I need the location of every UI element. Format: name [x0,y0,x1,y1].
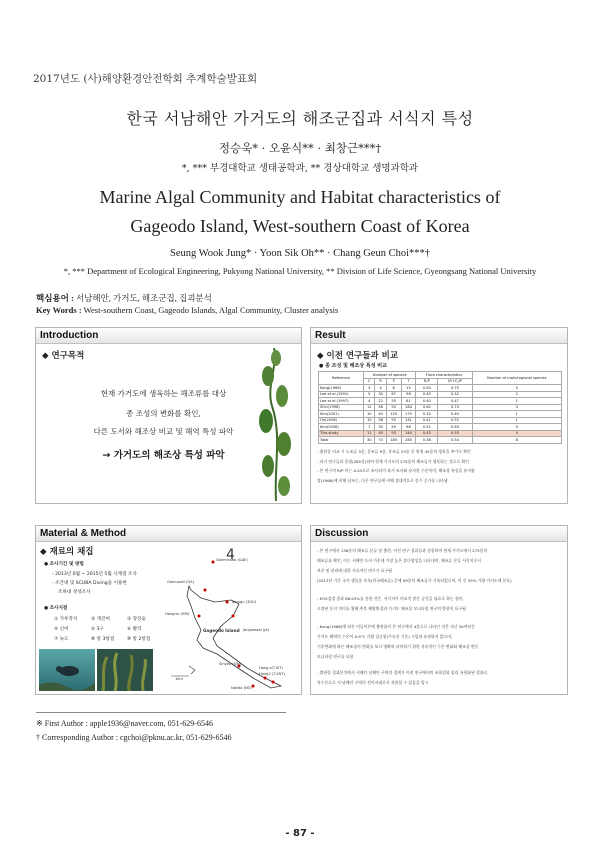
title-english-line1: Marine Algal Community and Habitat characteristics of [99,187,501,207]
discussion-line: (2013년 기준 국가 생물종 목록(한국해조류) 중에 99종의 해조류가 기록되었으며, 이 중 35% 가량 가거도에 분포) [317,578,512,583]
sites-head: ● 조사지점 [44,606,68,611]
site-item: ⑧ 항 3항점 [91,637,115,642]
discussion-body [317,548,565,688]
subheader-t: T [401,378,416,385]
period-method-head: ● 조사기간 및 방법 [44,562,84,567]
result-note: 강(1966)에 비해 남조는, 다른 연구들에 비해 상대적으로 종수 증가를 나타냄. [317,477,449,483]
cell-value: 0 [472,385,561,392]
cell-value: 0.38 [416,437,438,444]
cell-value: 98 [401,391,416,398]
cell-value: 15 [401,385,416,392]
keywords-english [36,305,338,315]
map-label: Hangrin (HRI) [165,612,190,616]
subheader-p: P [386,378,401,385]
site-item: ③ 장강술 [127,617,146,622]
cell-value: 30 [375,424,386,431]
map-label: Sinyeo (SIN) [219,662,242,666]
introduction-line3: 다른 도서와 해조상 비교 및 해역 특성 파악 [93,427,234,436]
discussion-title: Discussion [311,526,567,542]
diver-photo [39,649,95,691]
cell-value: 11 [364,430,375,437]
keywords-english-text: West-southern Coast, Gageodo Islands, Algal Community, Cluster analysis [83,305,339,315]
map-scale: 1km [175,677,183,681]
cell-value: 8 [472,437,561,444]
material-subhead: ◆ 재료의 채집 [40,547,94,557]
cell-value: 0.54 [438,437,472,444]
period-line3: 조하대 정성조사 [58,590,91,595]
cell-value: 0.51 [416,424,438,431]
cell-value: 93 [386,430,401,437]
keywords-english-label: Key Words : [36,305,82,315]
cell-reference: Kim(2008) [319,424,364,431]
cell-value: 40 [375,411,386,418]
result-note: - 과거 연구들과 종합(285종)하여 현재 가거도의 275종의 해조류가 생육하는 것으로 확인 [317,458,469,464]
island-map-outline [161,546,298,692]
cell-value: 22 [375,398,386,405]
cell-value: 285 [401,437,416,444]
cell-value: 164 [401,404,416,411]
conference-header: 2017년도 (사)해양환경안전학회 추계학술발표회 [33,73,258,85]
discussion-line: 기후변화에 따른 해조상의 변화를 보다 명확히 파악하기 위한 지속적인 수온 변화와 해조상 변동 [317,644,479,649]
table-row [319,437,562,444]
map-label: Gamusalli (GA) [167,580,195,584]
cell-value: 38 [375,417,386,424]
cell-value: 4 [375,385,386,392]
cell-value: 125 [386,411,401,418]
introduction-subhead: ◆ 연구목적 [42,351,85,361]
cell-value: 1 [472,417,561,424]
cell-reference: Shin(1998) [319,404,364,411]
introduction-panel [35,327,302,504]
cell-value: 3 [472,404,561,411]
discussion-line: - Kang(1966)에 따른 어류이론에 출현률이 본 연구에서 4종으로 나타난 것은 지난 50여년간 [317,624,475,629]
cell-value: 0 [472,424,561,431]
cell-reference: Kang(1966) [319,385,364,392]
cell-value: 0.41 [416,417,438,424]
result-panel [310,327,568,504]
cell-value: 2 [472,391,561,398]
cell-value: 0.62 [416,404,438,411]
discussion-line: 보존 및 관리에 대한 지속적인 연구가 요구됨 [317,568,393,573]
cell-value: 0.45 [416,391,438,398]
footnote-corresponding-author: † Corresponding Author : cgchoi@pknu.ac.kr, 051-629-6546 [36,733,232,742]
cell-value: 55 [386,398,401,405]
header-main-species: Number of main/regional species [472,372,561,385]
map-label: Hang.s(T.SIT) [259,666,283,670]
cell-value: 141 [401,417,416,424]
map-label: Gaeminseo (GAE) [216,558,248,562]
cell-reference: Oh(2006) [319,417,364,424]
cell-value: 5 [364,391,375,398]
map-label: Hang2 (T.2NT) [259,672,285,676]
cell-value: 96 [401,424,416,431]
result-note: - 출현종 비교 시 녹조류 3종, 갈조류 9종, 홍조류 33종 등 현재 45종의 생육을 추가로 확인 [317,449,471,454]
discussion-line: - EOS검정 결과 86.03%를 통한 것은, 서식지가 비교적 많은 공간을 필요로 하는 점이, [317,596,464,601]
cell-value: 0.74 [438,404,472,411]
cell-reference: Lee et al.(1997) [319,398,364,405]
cell-value: 93 [386,417,401,424]
introduction-line2: 종 조성의 변화를 확인, [126,409,201,418]
result-notes [317,447,565,485]
site-item: ④ 신여 [54,627,69,632]
cell-value: 30 [375,391,386,398]
material-method-panel [35,525,302,695]
site-item: ⑤ 3구 [91,627,104,632]
cell-value: 40 [375,430,386,437]
title-korean: 한국 서남해안 가거도의 해조군집과 서식지 특성 [126,109,474,128]
authors-english: Seung Wook Jung* · Yoon Sik Oh** · Chang Geun Choi***† [169,248,431,259]
introduction-emphasis: → 가거도의 해조상 특성 파악 [102,450,225,461]
header-number-of-species: Number of species [364,372,416,379]
period-line2: - 조간대 및 SCUBA Diving을 이용한 [52,581,127,586]
header-reference: Reference [319,372,364,385]
cell-value: 10 [364,417,375,424]
discussion-line: 특수문으로 서·남해안 구역의 전이지대로서 작용할 수 있음을 암시 [317,680,429,685]
cell-value: 58 [375,404,386,411]
cell-value: 4 [472,430,561,437]
authors-korean: 정승욱* · 오윤식** · 최창근***† [218,141,382,155]
subheader-c: C [364,378,375,385]
cell-value: 0.40 [416,398,438,405]
cell-value: 175 [401,411,416,418]
keywords-korean-text: 서남해안, 가거도, 해조군집, 집괴분석 [75,293,212,303]
cell-value: 3 [364,385,375,392]
cell-value: 10 [364,411,375,418]
cell-value: 1 [472,398,561,405]
cell-value: 70 [375,437,386,444]
cell-value: 1 [472,411,561,418]
result-table-caption: ● 종 조성 및 해조상 특성 비교 [319,363,387,369]
seaweed-photo [97,649,153,691]
site-item: ⑨ 항 2항점 [127,637,151,642]
cell-value: 0.52 [438,391,472,398]
site-item: ⑦ 녹도 [54,637,69,642]
material-method-title: Material & Method [36,526,301,542]
cell-value: 4 [364,398,375,405]
title-english-line2: Gageodo Island, West-southern Coast of Korea [130,216,470,236]
introduction-line1: 현재 가거도에 생육하는 해조류를 대상 [100,389,227,398]
affiliation-english: *, *** Department of Ecological Engineering, Pukyong National University, ** Division of Life Science, Gyeongsang National University [63,266,537,276]
cell-value: 12 [364,404,375,411]
subheader-r: R [375,378,386,385]
affiliation-korean: *, *** 부경대학교 생태공학과, ** 경상대학교 생명과학과 [181,163,419,174]
discussion-panel [310,525,568,695]
discussion-line: 모니터링 연구를 요함 [317,654,354,659]
cell-value: 30 [364,437,375,444]
map-number: 4 [226,547,235,563]
discussion-line: - 출현종 집괴분석에서 서해안 남해안 구역의 경계가 이전 연구에서의 조합결과 달리 유형화된 결과로, [317,670,489,675]
cell-value: 0.75 [438,385,472,392]
seaweed-illustration [254,346,299,501]
cell-value: 0.47 [438,398,472,405]
discussion-line: 해조류를 확인, 이는 서해안 도서 가운데 가장 높은 종다양성을 나타내며, 해조류 분류 서식지로서 [317,558,481,563]
result-subhead: ◆ 이전 연구들과 비교 [317,351,399,361]
cell-value: 8 [386,385,401,392]
cell-value: 0.50 [416,385,438,392]
cell-value: 0.43 [416,430,438,437]
page-number: - 87 - [285,828,315,839]
cell-value: 94 [386,404,401,411]
discussion-line: 고정된 동지 의미를 위해 추후 해양환경과 가거도 해조상 모니터링 연구의 방향이 요구됨 [317,606,466,611]
species-comparison-table [318,371,562,444]
map-label: Samgu (3GU) [232,600,257,604]
cell-value: 7 [364,424,375,431]
site-item: ⑥ 발리 [127,627,142,632]
cell-value: 0.63 [438,424,472,431]
discussion-line: 가거도 해역의 수온이 0.9°C 가량 상승함(주속선 기준) 시일과 유관하지 않으며, [317,634,453,639]
study-area-map [161,546,298,692]
cell-value: 185 [386,437,401,444]
site-item: ② 개진여 [91,617,110,622]
map-island-name: Gageodo Island [203,628,240,633]
cell-value: 81 [401,398,416,405]
cell-reference: Lee et al.(1991) [319,391,364,398]
cell-reference: Kim(2001) [319,411,364,418]
result-title: Result [311,328,567,344]
header-flora-characteristics: Flora characteristics [416,372,472,379]
discussion-line: - 본 연구에서 136종의 해조류 분류 및 출현, 이전 연구 결과들과 종합하여 현재 가거도에서 275종의 [317,548,488,553]
introduction-title: Introduction [36,328,301,344]
site-item: ① 가루작지 [54,617,78,622]
cell-value: 59 [386,424,401,431]
map-label: Nokdo (NO) [231,686,252,690]
cell-value: 0.32 [416,411,438,418]
subheader-rp: R/P [416,378,438,385]
cell-value: 67 [386,391,401,398]
cell-reference: This study [319,430,364,437]
title-english [0,183,600,241]
cell-value: 0.52 [438,417,472,424]
keywords-korean-label: 핵심용어 : [36,293,74,303]
result-note: - 본 연구의 R/P 비는 0.43으로 조사되어 과거 조사와 유사한 수준이며, 해조상 특성을 유지함 [317,468,475,473]
footnote-divider [36,712,286,713]
cell-reference: Total [319,437,364,444]
footnote-first-author: ※ First Author : apple1936@naver.com, 051-629-6546 [36,719,213,728]
cell-value: 144 [401,430,416,437]
subheader-rcp: (R+C)/P [438,378,472,385]
keywords-korean [36,292,212,304]
period-line1: - 2013년 6월 ~ 2015년 5월 사계절 조사 [52,572,137,577]
map-label: Jangreasal (JA) [243,628,270,632]
cell-value: 0.40 [438,411,472,418]
cell-value: 0.55 [438,430,472,437]
